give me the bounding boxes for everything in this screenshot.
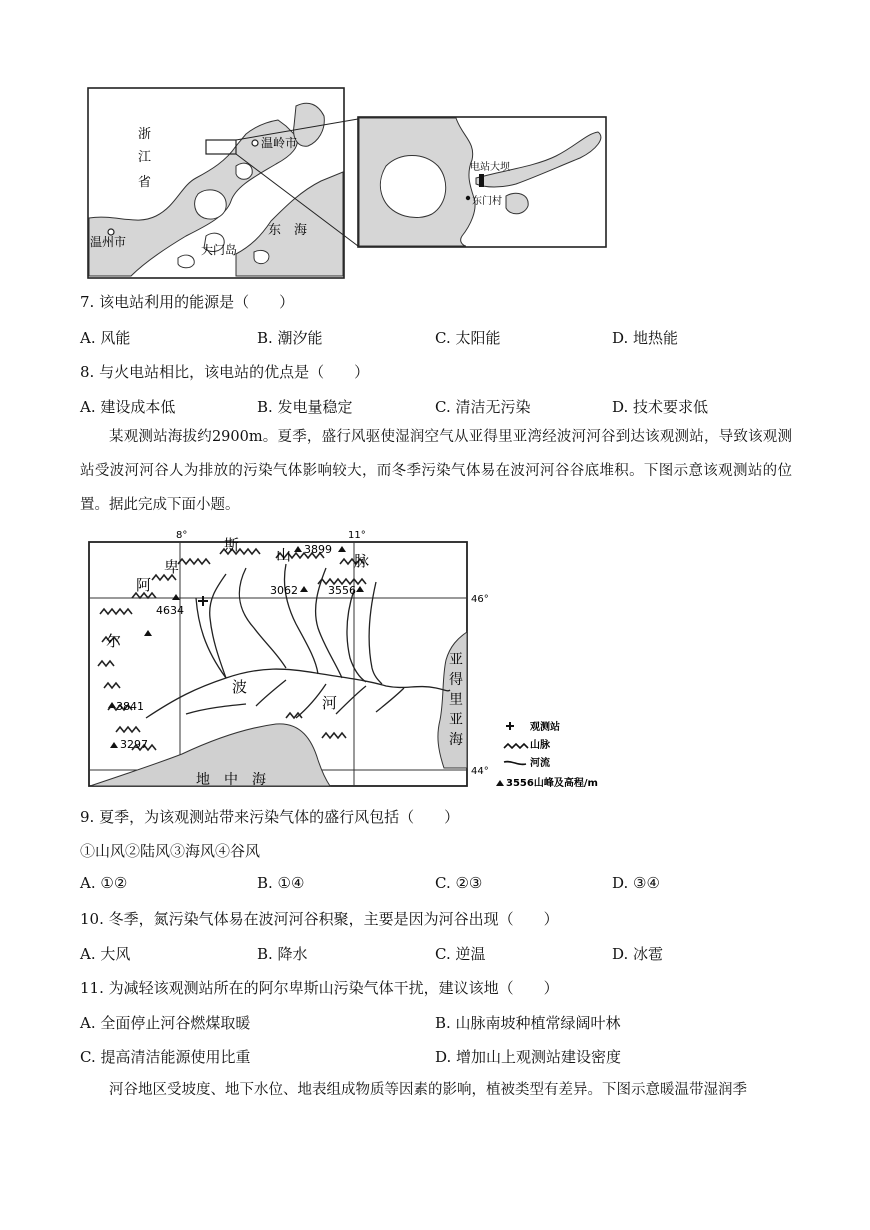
med-label: 地 中 海: [196, 772, 266, 788]
q10-option-c[interactable]: C. 逆温: [435, 945, 486, 963]
question-11: 11. 为减轻该观测站所在的阿尔卑斯山污染气体干扰，建议该地（ ）: [80, 979, 559, 997]
alps-label-2: 尔: [106, 632, 122, 650]
legend-mountain-icon: [504, 744, 528, 748]
passage-observatory: 某观测站海拔约2900m。夏季，盛行风驱使湿润空气从亚得里亚湾经波河河谷到达该观测站，导致该观测站受波河河谷人为排放的污染气体影响较大，而冬季污染气体易在波河河谷谷底堆积。下图示意该观测站的位置。据此完成下面小题。: [80, 429, 792, 513]
damendao-label: 大门岛: [201, 243, 238, 257]
q9-option-b[interactable]: B. ①④: [257, 874, 305, 892]
peak-4634: 4634: [156, 604, 184, 617]
adriatic-label-3: 里: [449, 692, 463, 708]
po-valley-map: [86, 528, 616, 790]
province-label-1: 浙: [138, 127, 152, 142]
q7-option-a[interactable]: A. 风能: [80, 329, 131, 347]
question-9-statements: ①山风②陆风③海风④谷风: [80, 842, 261, 860]
peak-3062: 3062: [270, 584, 298, 597]
alps-label-6: 脉: [354, 552, 370, 570]
dam-label: 电站大坝: [470, 162, 510, 173]
dongmen-label: 东门村: [472, 196, 502, 207]
q10-option-a[interactable]: A. 大风: [80, 945, 131, 963]
po-label-2: 河: [322, 694, 338, 712]
peak-3899: 3899: [304, 543, 332, 556]
q8-option-b[interactable]: B. 发电量稳定: [257, 398, 353, 416]
legend-station-icon: [506, 722, 514, 730]
q7-option-b[interactable]: B. 潮汐能: [257, 329, 323, 347]
q11-option-c[interactable]: C. 提高清洁能源使用比重: [80, 1048, 251, 1066]
po-label-1: 波: [232, 678, 248, 696]
province-label-3: 省: [138, 175, 152, 190]
legend-peak-label: 3556山峰及高程/m: [506, 778, 598, 789]
alps-label-4: 斯: [224, 536, 240, 554]
lon-8-label: 8°: [176, 530, 188, 541]
lon-11-label: 11°: [348, 530, 366, 541]
legend-river-icon: [504, 762, 526, 765]
q11-option-a[interactable]: A. 全面停止河谷燃煤取暖: [80, 1014, 251, 1032]
alps-label-3: 卑: [164, 558, 180, 576]
legend-station-label: 观测站: [530, 722, 560, 733]
q9-option-c[interactable]: C. ②③: [435, 874, 483, 892]
q9-option-a[interactable]: A. ①②: [80, 874, 128, 892]
map-legend: [496, 720, 598, 789]
lat-44-label: 44°: [471, 766, 489, 777]
adriatic-label-1: 亚: [449, 652, 463, 668]
question-8: 8. 与火电站相比，该电站的优点是（ ）: [80, 363, 370, 381]
q7-option-d[interactable]: D. 地热能: [612, 329, 679, 347]
adriatic-label-2: 得: [449, 672, 463, 688]
alps-label-1: 阿: [136, 576, 152, 594]
q8-option-d[interactable]: D. 技术要求低: [612, 398, 709, 416]
province-label-2: 江: [138, 150, 152, 165]
q8-option-c[interactable]: C. 清洁无污染: [435, 398, 531, 416]
q7-option-c[interactable]: C. 太阳能: [435, 329, 501, 347]
q11-option-b[interactable]: B. 山脉南坡种植常绿阔叶林: [435, 1014, 621, 1032]
legend-peak-icon: [496, 780, 504, 786]
q10-option-b[interactable]: B. 降水: [257, 945, 308, 963]
peak-3297: 3297: [120, 738, 148, 751]
dam-marker: [479, 174, 484, 187]
q11-option-d[interactable]: D. 增加山上观测站建设密度: [435, 1048, 622, 1066]
q10-option-d[interactable]: D. 冰雹: [612, 945, 664, 963]
q8-option-a[interactable]: A. 建设成本低: [80, 398, 176, 416]
legend-mountain-label: 山脉: [530, 740, 550, 751]
lat-46-label: 46°: [471, 594, 489, 605]
wenling-label: 温岭市: [261, 136, 298, 150]
question-7: 7. 该电站利用的能源是（ ）: [80, 293, 295, 311]
q9-option-d[interactable]: D. ③④: [612, 874, 660, 892]
adriatic-label-5: 海: [449, 732, 463, 748]
question-9: 9. 夏季，为该观测站带来污染气体的盛行风包括（ ）: [80, 808, 460, 826]
donghai-label: 东 海: [268, 223, 308, 238]
legend-river-label: 河流: [530, 758, 550, 769]
tidal-station-map: [86, 86, 610, 282]
peak-3556: 3556: [328, 584, 356, 597]
question-10: 10. 冬季，氮污染气体易在波河河谷积聚，主要是因为河谷出现（ ）: [80, 910, 559, 928]
adriatic-label-4: 亚: [449, 712, 463, 728]
alps-label-5: 山: [276, 546, 292, 564]
peak-3841: 3841: [116, 700, 144, 713]
passage-valley-vegetation: 河谷地区受坡度、地下水位、地表组成物质等因素的影响，植被类型有差异。下图示意暖温带湿润季: [109, 1082, 747, 1098]
wenzhou-label: 温州市: [90, 235, 127, 249]
